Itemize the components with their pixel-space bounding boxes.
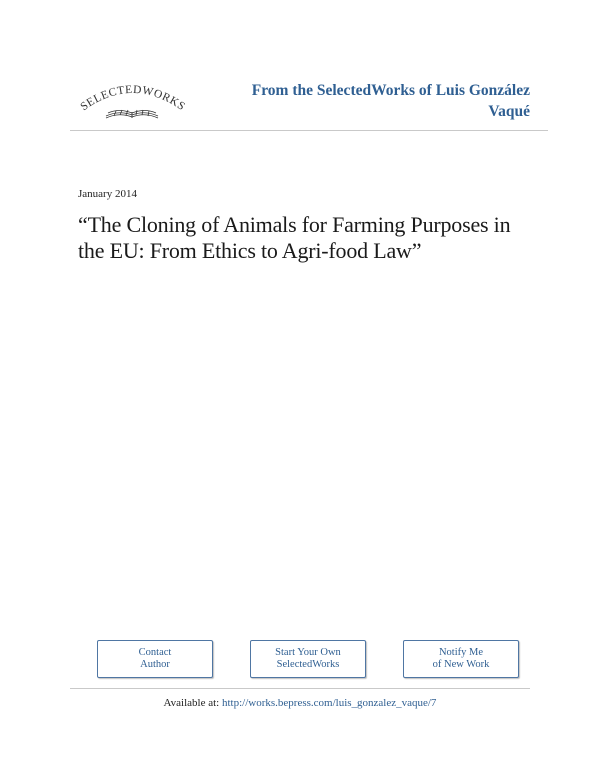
bottom-divider [70, 688, 530, 689]
logo-graphic [74, 76, 190, 126]
notify-me-button[interactable] [403, 640, 519, 678]
title-line-2: the EU: From Ethics to Agri-food Law” [78, 238, 422, 263]
document-url-link[interactable]: http://works.bepress.com/luis_gonzalez_vaque/7 [221, 697, 437, 709]
header-line-1: From the SelectedWorks of Luis González [251, 82, 530, 99]
publication-date: January 2014 [78, 188, 137, 200]
notify-button-line-1: Notify Me [438, 647, 484, 658]
start-selectedworks-button[interactable] [250, 640, 366, 678]
top-divider [70, 130, 548, 131]
contact-button-line-1: Contact [138, 647, 172, 658]
header-line-2: Vaqué [488, 103, 530, 120]
contact-button-line-2: Author [140, 659, 170, 670]
document-title [78, 212, 528, 264]
collection-header[interactable] [200, 80, 530, 122]
title-line-1: “The Cloning of Animals for Farming Purposes in [78, 212, 511, 237]
available-label: Available at: [163, 697, 220, 709]
notify-button-line-2: of New Work [432, 659, 490, 670]
selectedworks-logo [74, 76, 190, 126]
start-button-line-1: Start Your Own [275, 647, 341, 658]
availability-line [0, 697, 600, 709]
contact-author-button[interactable] [97, 640, 213, 678]
start-button-line-2: SelectedWorks [276, 659, 340, 670]
logo-text: SELECTEDWORKS [78, 83, 188, 114]
book-icon [106, 110, 158, 118]
